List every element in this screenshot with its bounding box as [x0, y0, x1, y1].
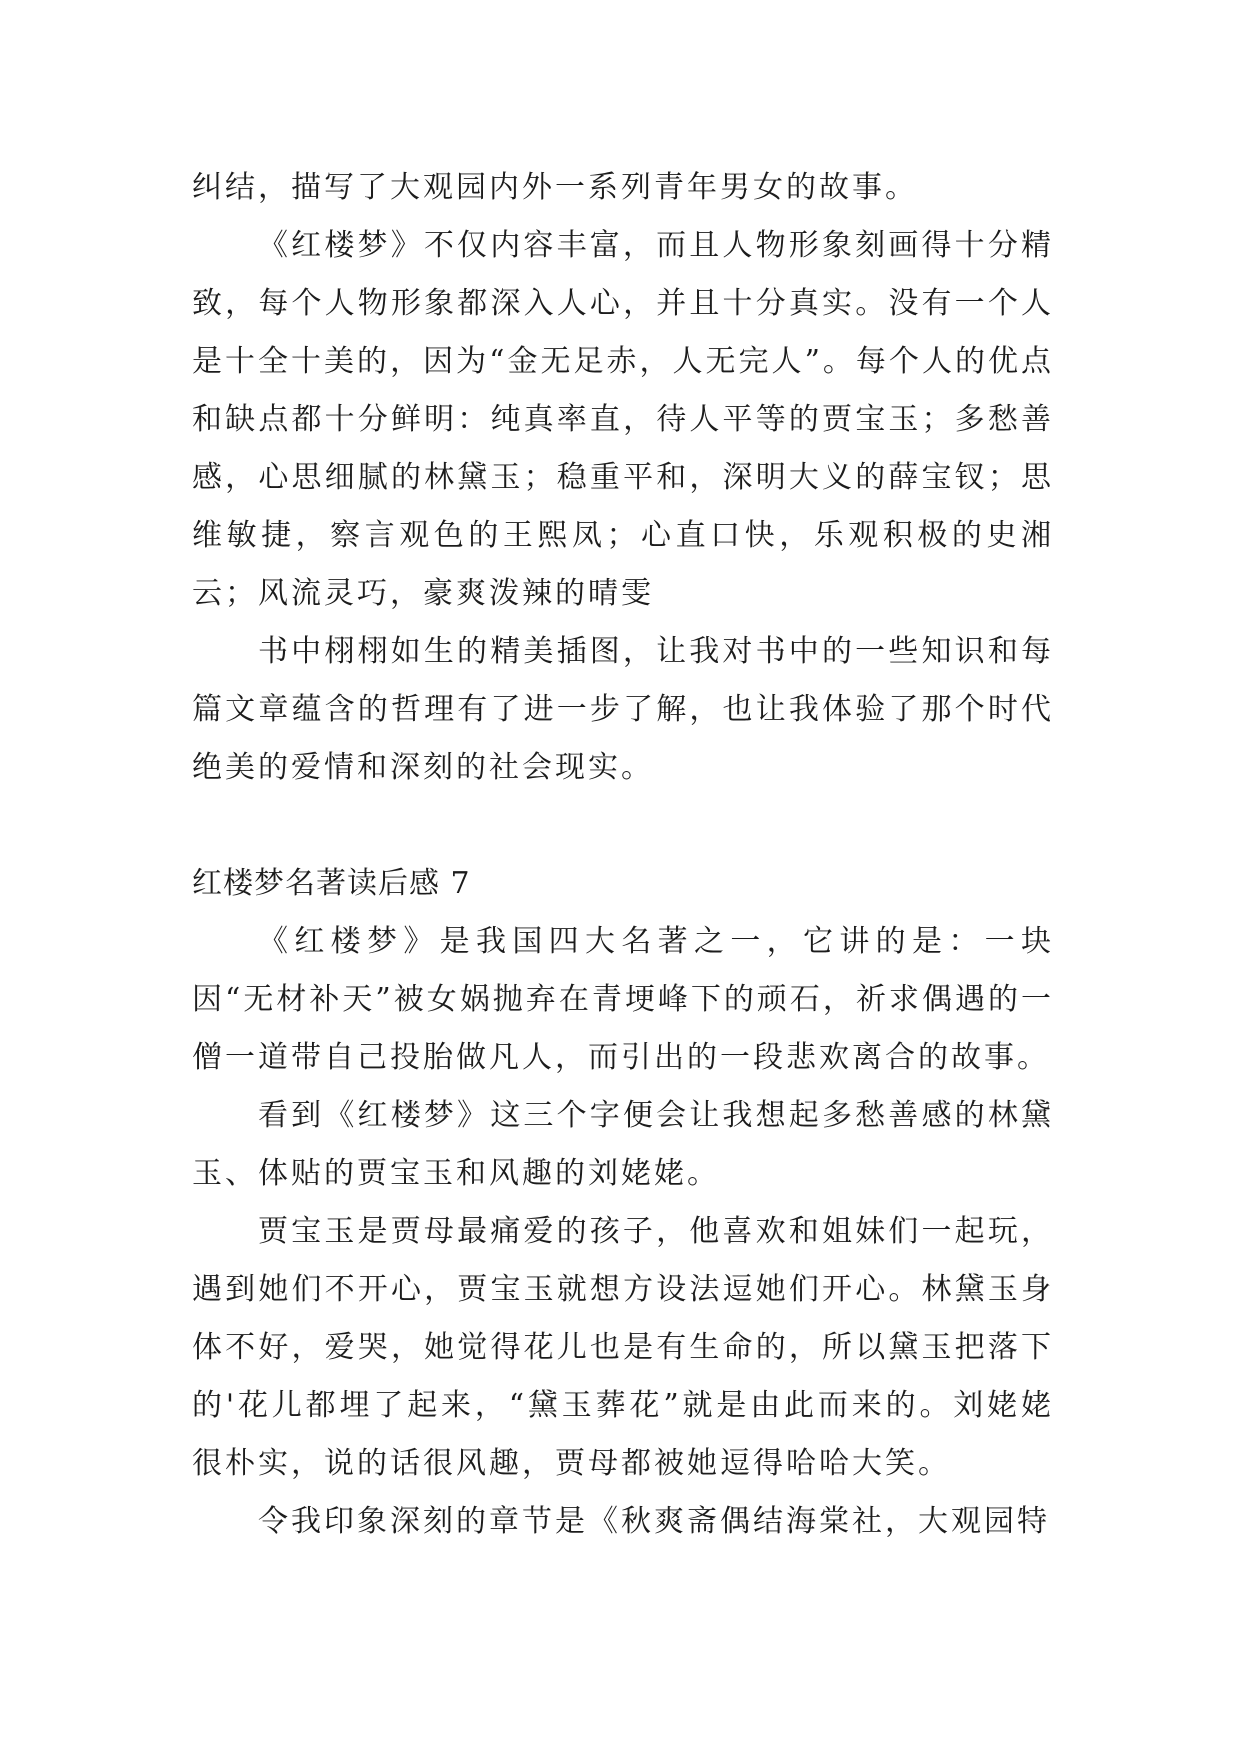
section-heading: 红楼梦名著读后感 7 [192, 866, 471, 901]
paragraph: 贾宝玉是贾母最痛爱的孩子，他喜欢和姐妹们一起玩，遇到她们不开心，贾宝玉就想方设法逗她们开心。林黛玉身体不好，爱哭，她觉得花儿也是有生命的，所以黛玉把落下的'花儿都埋了起来，“黛玉葬花”就是由此而来的。刘姥姥很朴实，说的话很风趣，贾母都被她逗得哈哈大笑。 [192, 1214, 1054, 1481]
paragraph: 令我印象深刻的章节是《秋爽斋偶结海棠社，大观园特 [258, 1504, 1050, 1539]
paragraph: 看到《红楼梦》这三个字便会让我想起多愁善感的林黛玉、体贴的贾宝玉和风趣的刘姥姥。 [192, 1098, 1054, 1191]
paragraph: 纠结，描写了大观园内外一系列青年男女的故事。 [192, 170, 918, 205]
paragraph: 《红楼梦》是我国四大名著之一，它讲的是：一块因“无材补天”被女娲抛弃在青埂峰下的顽石，祈求偶遇的一僧一道带自己投胎做凡人，而引出的一段悲欢离合的故事。 [192, 924, 1054, 1075]
paragraph: 书中栩栩如生的精美插图，让我对书中的一些知识和每篇文章蕴含的哲理有了进一步了解，也让我体验了那个时代绝美的爱情和深刻的社会现实。 [192, 634, 1054, 785]
document-body [192, 159, 1054, 1551]
paragraph: 《红楼梦》不仅内容丰富，而且人物形象刻画得十分精致，每个人物形象都深入人心，并且十分真实。没有一个人是十全十美的，因为“金无足赤，人无完人”。每个人的优点和缺点都十分鲜明：纯真率直，待人平等的贾宝玉；多愁善感，心思细腻的林黛玉；稳重平和，深明大义的薛宝钗；思维敏捷，察言观色的王熙凤；心直口快，乐观积极的史湘云；风流灵巧，豪爽泼辣的晴雯 [192, 228, 1054, 611]
